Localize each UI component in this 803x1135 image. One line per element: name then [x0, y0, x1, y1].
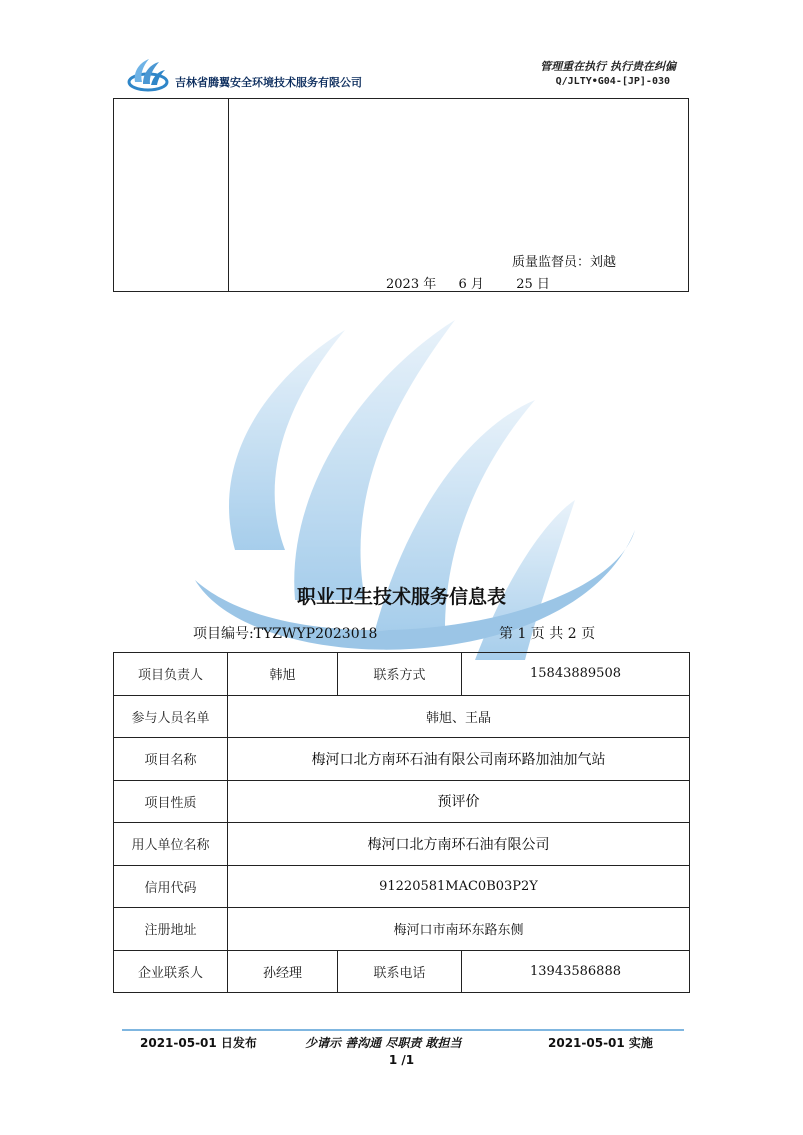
page-info: 第 1 页 共 2 页 [499, 626, 596, 642]
contact-label: 联系方式 [338, 653, 462, 696]
table-row [114, 908, 690, 951]
corp-contact-label: 企业联系人 [114, 950, 228, 993]
sign-year: 2023 年 [386, 277, 437, 292]
footer-divider [122, 1029, 684, 1031]
leader-value: 韩旭 [228, 653, 338, 696]
credit-code-label: 信用代码 [114, 865, 228, 908]
page-number: 1 /1 [388, 1053, 415, 1067]
project-nature-value: 预评价 [228, 780, 690, 823]
company-logo-icon [127, 56, 169, 92]
table-row [114, 738, 690, 781]
implement-date: 2021-05-01 实施 [548, 1036, 653, 1050]
sign-date [386, 273, 550, 292]
sign-day: 25 日 [516, 277, 550, 292]
column-divider [228, 99, 229, 291]
table-row [114, 695, 690, 738]
project-nature-label: 项目性质 [114, 780, 228, 823]
project-name-label: 项目名称 [114, 738, 228, 781]
form-title: 职业卫生技术服务信息表 [296, 586, 506, 608]
employer-value: 梅河口北方南环石油有限公司 [228, 823, 690, 866]
table-row [114, 865, 690, 908]
quality-supervisor: 质量监督员：刘越 [512, 255, 617, 270]
phone-label: 联系电话 [338, 950, 462, 993]
issue-date: 2021-05-01 日发布 [140, 1036, 257, 1050]
signature-table [113, 98, 689, 292]
service-info-table [113, 652, 690, 993]
table-row [114, 653, 690, 696]
company-name: 吉林省腾翼安全环境技术服务有限公司 [175, 76, 362, 89]
sign-month: 6 月 [458, 277, 484, 292]
footer-slogan: 少请示 善沟通 尽职责 敢担当 [305, 1036, 462, 1050]
corp-contact-value: 孙经理 [228, 950, 338, 993]
table-row [114, 823, 690, 866]
address-value: 梅河口市南环东路东侧 [228, 908, 690, 951]
leader-label: 项目负责人 [114, 653, 228, 696]
project-name-value: 梅河口北方南环石油有限公司南环路加油加气站 [228, 738, 690, 781]
table-row [114, 780, 690, 823]
table-row [114, 950, 690, 993]
phone-value: 13943586888 [462, 950, 690, 993]
document-code: Q/JLTY•G04-[JP]-030 [555, 76, 670, 87]
address-label: 注册地址 [114, 908, 228, 951]
project-number: 项目编号:TYZWYP2023018 [193, 626, 378, 642]
page-footer [0, 1025, 803, 1075]
credit-code-value: 91220581MAC0B03P2Y [228, 865, 690, 908]
members-label: 参与人员名单 [114, 695, 228, 738]
contact-value: 15843889508 [462, 653, 690, 696]
members-value: 韩旭、王晶 [228, 695, 690, 738]
page-header [113, 52, 688, 98]
employer-label: 用人单位名称 [114, 823, 228, 866]
header-motto: 管理重在执行 执行贵在纠偏 [540, 60, 676, 73]
